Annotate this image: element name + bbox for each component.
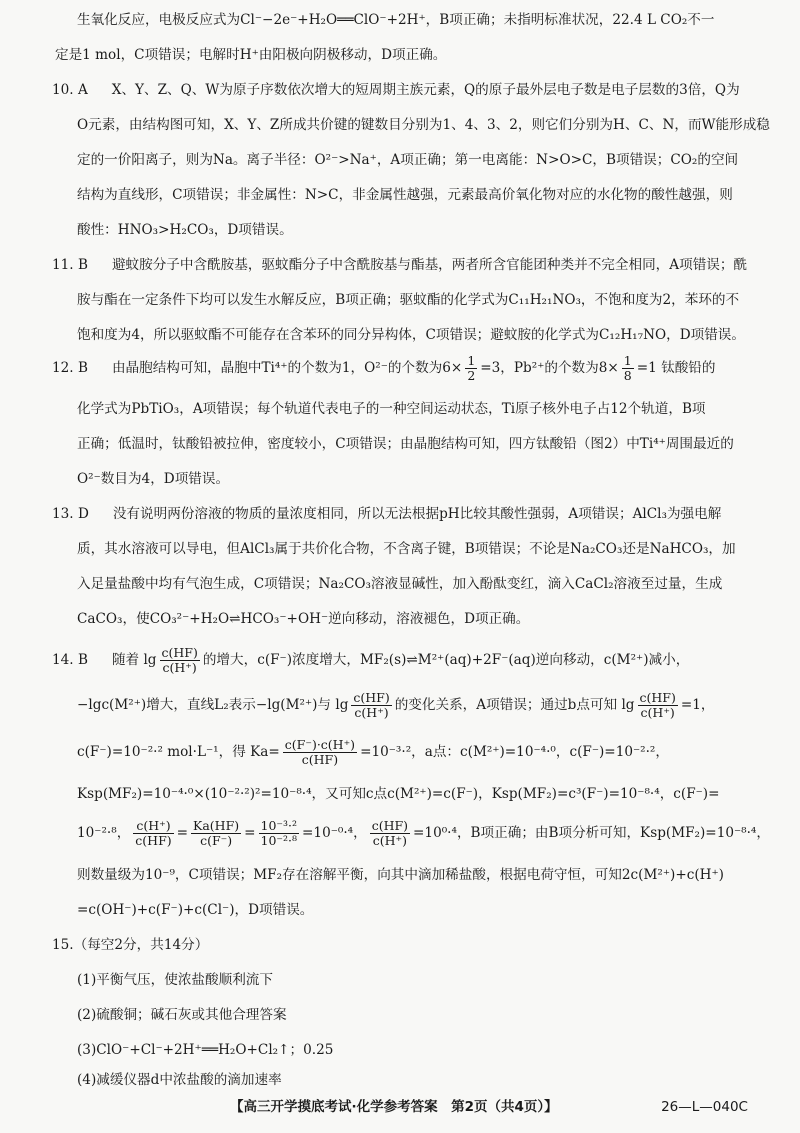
answer-item: (3)ClO⁻+Cl⁻+2H⁺══H₂O+Cl₂↑；0.25: [77, 1042, 334, 1058]
fraction: [259, 819, 300, 848]
text-line: [0, 732, 800, 772]
text-line: 胺与酯在一定条件下均可以发生水解反应，B项正确；驱蚊酯的化学式为C₁₁H₂₁NO₃，不饱和度为2，苯环的不: [77, 292, 740, 308]
question-number: 10. A: [52, 82, 88, 98]
text-span: X、Y、Z、Q、W为原子序数依次增大的短周期主族元素，Q的原子最外层电子数是电子层数的3倍，Q为: [111, 82, 740, 98]
text-span: =1，: [680, 697, 715, 713]
numerator: c(F⁻)·c(H⁺): [284, 737, 356, 752]
q10-line: [0, 73, 800, 108]
denominator: c(H⁺): [640, 705, 675, 720]
text-span: c(F⁻)=10⁻²·² mol·L⁻¹，得 Ka=: [77, 744, 280, 760]
denominator: c(H⁺): [354, 705, 389, 720]
q15-heading: 15.（每空2分，共14分）: [52, 937, 209, 953]
fraction: [622, 354, 634, 383]
q14-line: [0, 640, 800, 680]
text-line: Ksp(MF₂)=10⁻⁴·⁰×(10⁻²·²)²=10⁻⁸·⁴，又可知c点c(M²⁺)=c(F⁻)，Ksp(MF₂)=c³(F⁻)=10⁻⁸·⁴，c(F⁻)=: [77, 786, 720, 802]
q11-line: [0, 248, 800, 283]
text-span: 10⁻²·⁸，: [77, 825, 131, 841]
footer-title: 【高三开学摸底考试·化学参考答案 第2页（共4页）】: [230, 1099, 558, 1115]
numerator: 1: [623, 353, 632, 368]
text-line: [0, 813, 800, 853]
q12-line: [0, 348, 800, 388]
answer-item: (1)平衡气压，使浓盐酸顺利流下: [77, 972, 273, 988]
question-number: 12. B: [52, 360, 88, 376]
text-span: =: [176, 825, 189, 841]
text-line: O元素，由结构图可知，X、Y、Z所成共价键的键数目分别为1、4、3、2，则它们分别为H、C、N，而W能形成稳: [77, 117, 770, 133]
text-span: 的变化关系，A项错误；通过b点可知 lg: [394, 697, 635, 713]
numerator: c(HF): [371, 818, 409, 833]
text-line: 饱和度为4，所以驱蚊酯不可能存在含苯环的同分异构体，C项错误；避蚊胺的化学式为C₁₂H₁₇NO，D项错误。: [77, 327, 745, 343]
text-line: =c(OH⁻)+c(F⁻)+c(Cl⁻)，D项错误。: [77, 902, 314, 918]
text-span: 随着 lg: [111, 652, 157, 668]
numerator: 10⁻³·²: [260, 818, 298, 833]
numerator: c(H⁺): [133, 819, 173, 834]
fraction: [370, 819, 410, 848]
text-line: 酸性：HNO₃>H₂CO₃，D项错误。: [77, 222, 293, 238]
question-number: 11. B: [52, 257, 88, 273]
fraction: [465, 354, 477, 383]
text-line: 化学式为PbTiO₃，A项错误；每个轨道代表电子的一种空间运动状态，Ti原子核外电子占12个轨道，B项: [77, 401, 706, 417]
denominator: c(HF): [301, 752, 339, 767]
denominator: c(H⁺): [162, 660, 197, 675]
numerator: 1: [467, 353, 476, 368]
denominator: 2: [467, 368, 476, 383]
question-number: 13. D: [52, 506, 89, 522]
text-line: 定是1 mol，C项错误；电解时H⁺由阳极向阴极移动，D项正确。: [55, 47, 447, 63]
answer-item: (4)减缓仪器d中浓盐酸的滴加速率: [77, 1072, 282, 1088]
text-line: 则数量级为10⁻⁹，C项错误；MF₂存在溶解平衡，向其中滴加稀盐酸，根据电荷守恒，可知2c(M²⁺)+c(H⁺): [77, 867, 724, 883]
text-span: =: [244, 825, 256, 841]
text-line: O²⁻数目为4，D项错误。: [77, 471, 230, 487]
denominator: c(HF): [135, 833, 172, 848]
numerator: Ka(HF): [193, 818, 240, 833]
text-line: 生氧化反应，电极反应式为Cl⁻−2e⁻+H₂O══ClO⁻+2H⁺，B项正确；未指明标准状况，22.4 L CO₂不一: [77, 12, 715, 28]
fraction: [133, 819, 173, 848]
text-line: 结构为直线形，C项错误；非金属性：N>C，非金属性越强，元素最高价氧化物对应的水化物的酸性越强，则: [77, 187, 733, 203]
question-number: 14. B: [52, 652, 88, 668]
denominator: c(F⁻): [200, 833, 233, 848]
text-line: 质，其水溶液可以导电，但AlCl₃属于共价化合物，不含离子键，B项错误；不论是Na₂CO₃还是NaHCO₃，加: [77, 541, 736, 557]
text-span: 避蚊胺分子中含酰胺基，驱蚊酯分子中含酰胺基与酯基，两者所含官能团种类并不完全相同，A项错误；酰: [111, 257, 748, 273]
text-line: [0, 685, 800, 725]
fraction: [283, 738, 357, 767]
denominator: 10⁻²·⁸: [260, 833, 298, 848]
text-line: 定的一价阳离子，则为Na。离子半径：O²⁻>Na⁺，A项正确；第一电离能：N>O>C，B项错误；CO₂的空间: [77, 152, 739, 168]
fraction: [638, 691, 678, 720]
numerator: c(HF): [161, 645, 198, 660]
text-span: =10⁻³·²，a点：c(M²⁺)=10⁻⁴·⁰，c(F⁻)=10⁻²·²，: [360, 744, 669, 760]
text-span: =1 钛酸铅的: [636, 360, 716, 376]
denominator: 8: [623, 368, 632, 383]
fraction: [160, 646, 200, 675]
q13-line: [0, 497, 800, 532]
text-span: 没有说明两份溶液的物质的量浓度相同，所以无法根据pH比较其酸性强弱，A项错误；AlCl₃为强电解: [112, 506, 722, 522]
answer-item: (2)硫酸铜；碱石灰或其他合理答案: [77, 1007, 287, 1023]
text-span: 由晶胞结构可知，晶胞中Ti⁴⁺的个数为1，O²⁻的个数为6×: [111, 360, 463, 376]
text-span: =3，Pb²⁺的个数为8×: [480, 360, 619, 376]
text-span: =10⁰·⁴，B项正确；由B项分析可知，Ksp(MF₂)=10⁻⁸·⁴，: [413, 825, 770, 841]
text-line: 正确；低温时，钛酸铅被拉伸，密度较小，C项错误；由晶胞结构可知，四方钛酸铅（图2）中Ti⁴⁺周围最近的: [77, 436, 734, 452]
denominator: c(H⁺): [372, 833, 408, 848]
text-span: 的增大，c(F⁻)浓度增大，MF₂(s)⇌M²⁺(aq)+2F⁻(aq)逆向移动，c(M²⁺)减小，: [202, 652, 690, 668]
footer-code: 26—L—040C: [661, 1099, 748, 1115]
text-line: 入足量盐酸中均有气泡生成，C项错误；Na₂CO₃溶液显碱性，加入酚酞变红，滴入CaCl₂溶液至过量，生成: [77, 576, 723, 592]
text-line: CaCO₃，使CO₃²⁻+H₂O⇌HCO₃⁻+OH⁻逆向移动，溶液褪色，D项正确。: [77, 611, 530, 627]
fraction: [191, 819, 241, 848]
numerator: c(HF): [639, 690, 676, 705]
numerator: c(HF): [353, 690, 390, 705]
fraction: [351, 691, 391, 720]
text-span: =10⁻⁰·⁴，: [302, 825, 367, 841]
text-span: −lgc(M²⁺)增大，直线L₂表示−lg(M²⁺)与 lg: [77, 697, 349, 713]
page-footer: [0, 1090, 800, 1115]
